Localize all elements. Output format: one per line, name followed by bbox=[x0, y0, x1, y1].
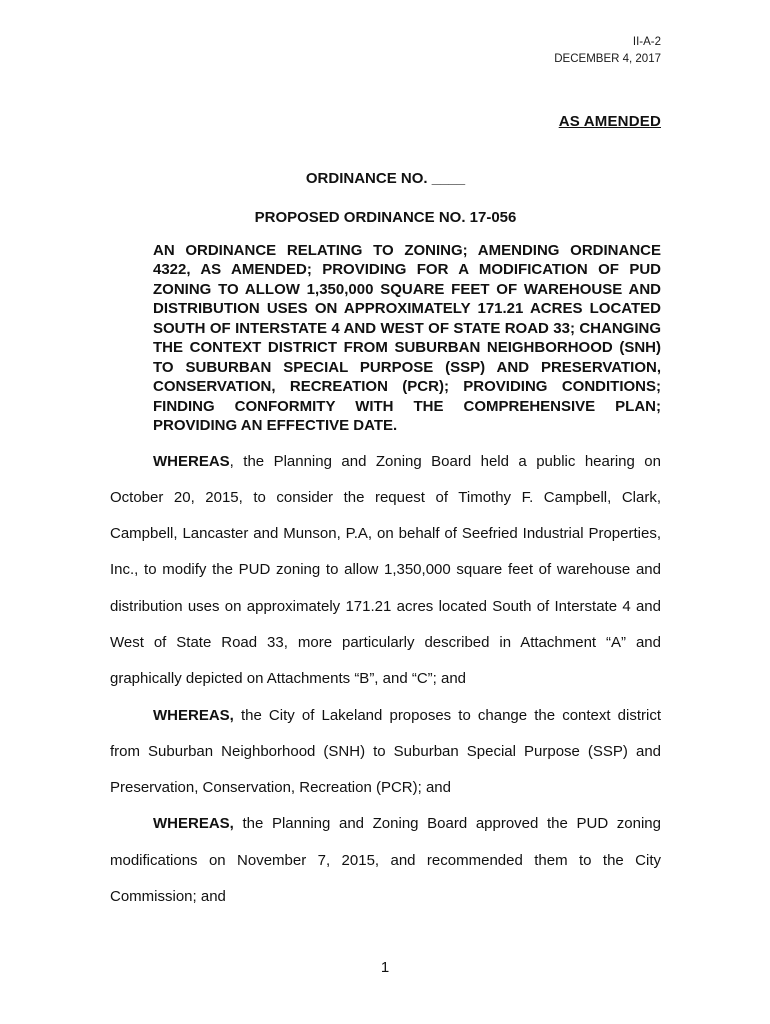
whereas-body-2: the City of Lakeland proposes to change the context district from Suburban Neighborhood (SNH) to Suburban Special Purpose (SSP) and Preservation, Conservation, Recreation (PCR); and bbox=[110, 706, 661, 797]
document-content bbox=[110, 34, 661, 915]
ordinance-number-heading: ORDINANCE NO. ____ bbox=[305, 169, 466, 187]
whereas-lead-1: WHEREAS bbox=[153, 452, 230, 470]
document-header bbox=[110, 34, 661, 69]
whereas-body-1: , the Planning and Zoning Board held a public hearing on October 20, 2015, to consider the request of Timothy F. Campbell, Clark, Campbell, Lancaster and Munson, P.A, on behalf of Seefried Industrial Properties, Inc., to modify the PUD zoning to allow 1,350,000 square feet of warehouse and distribution uses on approximately 171.21 acres located South of Interstate 4 and West of State Road 33, more particularly described in Attachment “A” and graphically depicted on Attachments “B”, and “C”; and bbox=[110, 452, 661, 688]
proposed-ordinance-heading: PROPOSED ORDINANCE NO. 17-056 bbox=[254, 208, 517, 226]
as-amended-label: AS AMENDED bbox=[558, 112, 661, 130]
page-number: 1 bbox=[380, 959, 390, 976]
whereas-lead-2: WHEREAS, bbox=[153, 706, 234, 724]
whereas-paragraph-1 bbox=[110, 444, 661, 698]
whereas-body-3: the Planning and Zoning Board approved the PUD zoning modifications on November 7, 2015, and recommended them to the City Commission; and bbox=[110, 815, 661, 906]
header-date: DECEMBER 4, 2017 bbox=[554, 53, 661, 66]
whereas-lead-3: WHEREAS, bbox=[153, 815, 234, 833]
whereas-paragraph-2 bbox=[110, 698, 661, 807]
whereas-paragraph-3 bbox=[110, 806, 661, 915]
header-ref-code: II-A-2 bbox=[632, 36, 661, 48]
ordinance-title-block: AN ORDINANCE RELATING TO ZONING; AMENDING ORDINANCE 4322, AS AMENDED; PROVIDING FOR A MODIFICATION OF PUD ZONING TO ALLOW 1,350,000 SQUARE FEET OF WAREHOUSE AND DISTRIBUTION USES ON APPROXIMATELY 171.21 ACRES LOCATED SOUTH OF INTERSTATE 4 AND WEST OF STATE ROAD 33; CHANGING THE CONTEXT DISTRICT FROM SUBURBAN NEIGHBORHOOD (SNH) TO SUBURBAN SPECIAL PURPOSE (SSP) AND PRESERVATION, CONSERVATION, RECREATION (PCR); PROVIDING CONDITIONS; FINDING CONFORMITY WITH THE COMPREHENSIVE PLAN; PROVIDING AN EFFECTIVE DATE. bbox=[153, 241, 661, 434]
